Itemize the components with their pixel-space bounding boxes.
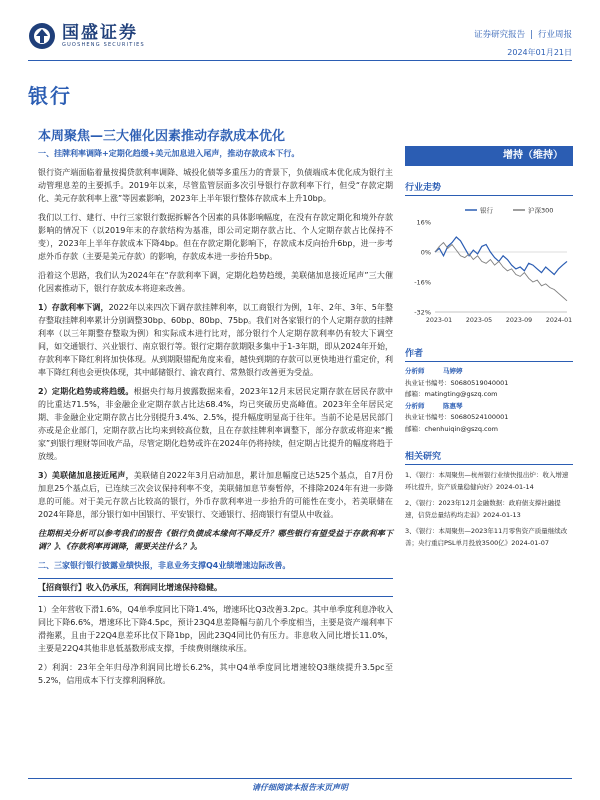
- email-label: 邮箱：: [405, 424, 425, 433]
- separator: |: [530, 30, 533, 40]
- logo-icon: [28, 22, 56, 50]
- paragraph: [38, 385, 393, 463]
- x-tick-label: 2024-01: [545, 317, 573, 324]
- logo-english: GUOSHENG SECURITIES: [62, 42, 145, 48]
- author-role: 分析师: [405, 401, 425, 410]
- license-number: S0680524100001: [450, 413, 509, 421]
- series-line: [435, 237, 567, 275]
- x-tick-label: 2023-01: [425, 317, 453, 324]
- paragraph-body: 2022年以来四次下调存款挂牌利率，以工商银行为例，1年、2年、3年、5年整存整取挂牌利率累计分别调整30bp、60bp、80bp、75bp。我们对各家银行的个人定期存款的挂牌利率（以三年期整存整取为例）和实际成本进行比对，部分银行个人定期存款利率仍有较大下调空间，如交通银行、兴业银行、南京银行等。银行定期存款期限多集中于1-3年期，即从2024年开始，存款利率下降红利将加快体现。从到期限错配角度来看，越快到期的存款可以更快地进行重定价，利率下降红利也会更快体现，其中邮储银行、渝农商行、常熟银行改善更为受益。: [38, 303, 393, 377]
- legend-label: 沪深300: [528, 206, 554, 215]
- main-content: [38, 147, 393, 693]
- author-name: 陈惠琴: [443, 401, 463, 410]
- related-heading: 相关研究: [405, 449, 573, 465]
- section-1-heading: 一、挂牌利率调降+定期化趋缓+美元加息进入尾声，推动存款成本下行。: [38, 149, 300, 158]
- author-email[interactable]: matingting@gszq.com: [424, 390, 498, 398]
- company-logo: [28, 22, 145, 50]
- paragraph-body: 根据央行每月披露数据来看，2023年12月末居民定期存款在居民存款中的比重达71.5%，非金融企业定期存款占比达68.4%，均已突破历史高峰值。2023年全年居民定期、非金融企业定期存款占比分别提升3.4%、2.5%，提升幅度明显高于往年。当前不论是居民部门亦或是企业部门，定期存款占比均来到较高位数，且在存款挂牌利率调整下，部分存款或将迎来“搬家”到银行理财等回收产品，尽管定期化趋势或许在2024年仍将持续，但定期占比提升的幅度将趋于放缓。: [38, 387, 393, 461]
- license-number: S0680519040001: [450, 378, 509, 387]
- header-divider: [28, 60, 572, 61]
- paragraph: [38, 469, 393, 521]
- logo-name: 国盛证券: [62, 23, 138, 43]
- paragraph: [38, 301, 393, 379]
- related-item[interactable]: 2、《银行：2023年12月金融数据：政府债支撑社融提速，信贷总量结构均走弱》2024-01-13: [405, 499, 561, 519]
- report-type: 证券研究报告: [474, 30, 526, 40]
- page-header: [0, 0, 600, 62]
- chart-heading: 行业走势: [405, 180, 573, 196]
- report-date: 2024年01月21日: [507, 48, 572, 57]
- related-list: [405, 469, 573, 549]
- paragraph-lead: 1）存款利率下调，: [38, 303, 109, 312]
- paragraph: 1）全年营收下滑1.6%，Q4单季度同比下降1.4%，增速环比Q3改善3.2pc。其中单季度利息净收入同比下降6.6%，增速环比下降4.5pc，预计23Q4息差降幅与前几个季度相当，主要是资产端利率下滑拖累，且由于22Q4息差环比仅下降1bp，因此23Q4同比仍有压力。非息收入同比增长11.0%，主要是22Q4其他非息低基数形成支撑，手续费则继续承压。: [38, 605, 393, 653]
- paragraph: 银行资产端面临着量按揭贷款利率调降、城投化债等多重压力的背景下，负债端成本优化成为银行主动管理息差的主要抓手。2019年以来，尽管监管层面多次引导银行存款利率下行，但受“存款定期化、美元存款利率上涨”等因素影响，2023年上半年银行整体存款成本上升10bp。: [38, 168, 393, 203]
- paragraph-lead: 3）美联储加息接近尾声，: [38, 471, 134, 480]
- x-tick-label: 2023-05: [465, 317, 493, 324]
- footer-disclaimer: 请仔细阅读本报告末页声明: [28, 778, 572, 793]
- author-block: [405, 366, 573, 401]
- paragraph: 我们以工行、建行、中行三家银行数据拆解各个因素的具体影响幅度，在没有存款定期化和境外存款影响的情况下（以2019年末的存款结构为基准，即公司定期存款占比、个人定期存款占比保持不变），2023年上半年存款成本下降4bp。但在存款定期化影响下，存款成本反向抬升6bp，进一步考虑外币存款（主要是美元存款）的影响，存款成本进一步抬升5bp。: [38, 213, 393, 261]
- y-tick-label: -16%: [414, 278, 431, 287]
- rating-badge: 增持（维持）: [405, 146, 573, 166]
- paragraph-lead: 2）定期化趋势或将趋缓。: [38, 387, 134, 396]
- license-label: 执业证书编号：: [405, 413, 451, 421]
- paragraph-body: 美联储自2022年3月启动加息，累计加息幅度已达525个基点，自7月份加息25个基点后，已连续三次会议保持利率不变，美联储加息节奏暂停，不排除2024年有进一步降息的可能。对于美元存款占比较高的银行，外币存款利率进一步抬升的可能性在变小，若美联储在2024年降息，部分银行如中国银行、平安银行、交通银行、招商银行有望从中收益。: [38, 471, 393, 519]
- industry-label: 银行: [28, 84, 72, 108]
- paragraph: 沿着这个思路，我们认为2024年在“存款利率下调，定期化趋势趋缓，美联储加息接近尾声”三大催化因素推动下，银行存款成本将迎来改善。: [38, 271, 393, 293]
- related-item[interactable]: 3、《银行：本周聚焦—2023年11月零售资产质量继续改善；央行重启PSL单月投放3500亿》2024-01-07: [405, 527, 568, 547]
- author-name: 马婷婷: [443, 367, 463, 375]
- author-list: [405, 366, 573, 435]
- license-label: 执业证书编号：: [405, 378, 451, 387]
- sidebar: [405, 146, 573, 553]
- email-label: 邮箱：: [405, 390, 425, 398]
- report-category: 行业周报: [537, 30, 572, 40]
- bank-subheading: 【招商银行】收入仍承压，利润同比增速保持稳健。: [38, 578, 393, 597]
- related-item[interactable]: 1、《银行：本周聚焦—杭州银行业绩快报出炉：收入增速环比提升，资产质量稳健向好》2024-01-14: [405, 471, 569, 491]
- series-line: [435, 243, 567, 301]
- legend-label: 银行: [480, 206, 493, 215]
- paragraph: 2）利润：23年全年归母净利润同比增长6.2%，其中Q4单季度同比增速较Q3继续提升3.5pc至5.2%，信用成本下行支撑利润释放。: [38, 663, 393, 685]
- report-meta: [474, 28, 572, 40]
- y-tick-label: 0%: [420, 248, 431, 257]
- author-block: [405, 401, 573, 436]
- y-tick-label: 16%: [416, 218, 431, 227]
- chart-svg: [405, 200, 573, 332]
- x-tick-label: 2023-09: [505, 317, 533, 324]
- author-email[interactable]: chenhuiqin@gszq.com: [424, 424, 498, 433]
- industry-trend-chart: [405, 200, 573, 332]
- y-tick-label: -32%: [414, 308, 431, 317]
- author-role: 分析师: [405, 367, 425, 375]
- related-reports-note: 往期相关分析可以参考我们的报告《银行负债成本缘何不降反升？哪些银行有望受益于存款利率下调？》、《存款利率再调降，需要关注什么？》。: [38, 529, 393, 551]
- report-title: 本周聚焦—三大催化因素推动存款成本优化: [38, 129, 286, 144]
- section-2-heading: 二、三家银行银行披露业绩快报，非息业务支撑Q4业绩增速边际改善。: [38, 561, 291, 570]
- authors-heading: 作者: [405, 346, 573, 362]
